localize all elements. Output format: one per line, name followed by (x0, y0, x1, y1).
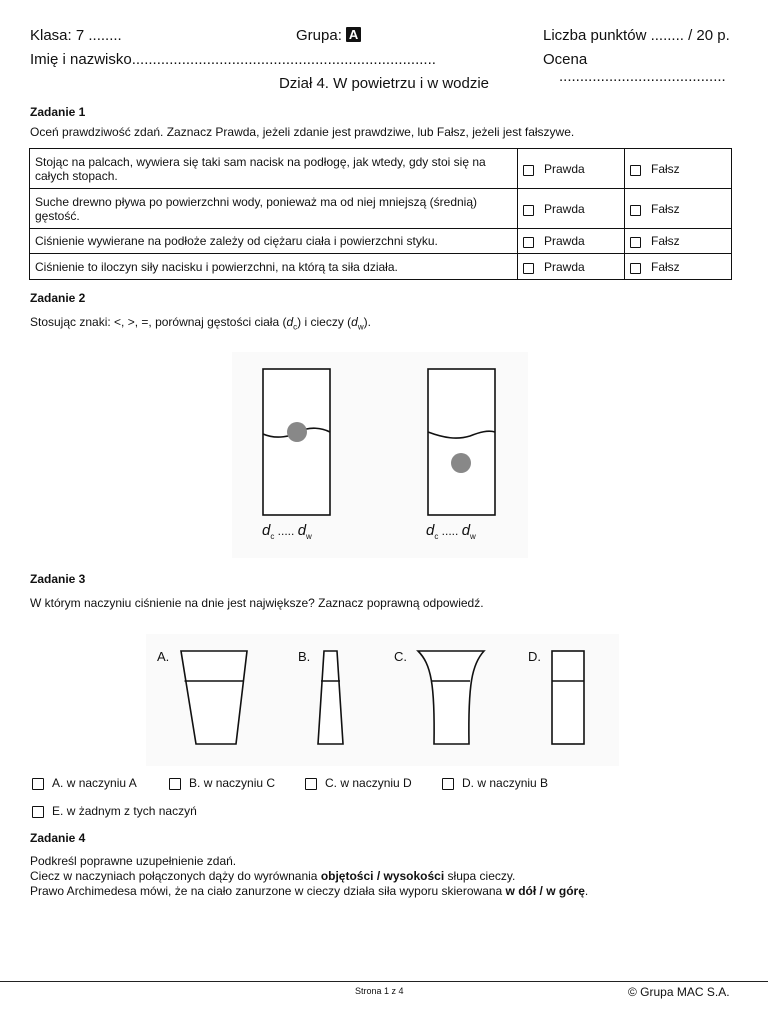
checkbox[interactable] (32, 778, 44, 790)
task2-instruction: Stosując znaki: <, >, =, porównaj gęstości ciała $(d_c)$ i cieczy $(d_w)$. (30, 315, 371, 332)
vessels-illustration (146, 634, 619, 766)
checkbox[interactable] (523, 263, 534, 274)
checkbox[interactable] (32, 806, 44, 818)
checkbox[interactable] (442, 778, 454, 790)
answer-option-a[interactable]: A. w naczyniu A (32, 776, 137, 790)
statement-4: Ciśnienie to iloczyn siły nacisku i powierzchni, na którą ta siła działa. (30, 254, 518, 280)
choice-down-up[interactable]: w dół / w górę (505, 884, 585, 898)
checkbox[interactable] (523, 165, 534, 176)
vessel-a (181, 651, 247, 744)
answer-option-c[interactable]: C. w naczyniu D (305, 776, 412, 790)
density-figure (232, 352, 528, 558)
false-option[interactable]: Fałsz (625, 254, 732, 280)
body-submerged (451, 453, 471, 473)
vessel-label-a: A. (157, 649, 170, 664)
class-field: Klasa: 7 ........ (30, 27, 122, 44)
task2-heading: Zadanie 2 (30, 291, 86, 305)
answer-option-d[interactable]: D. w naczyniu B (442, 776, 548, 790)
checkbox[interactable] (630, 205, 641, 216)
false-option[interactable]: Fałsz (625, 149, 732, 189)
group-field: Grupa: A (296, 27, 361, 44)
true-option[interactable]: Prawda (518, 149, 625, 189)
statement-2: Suche drewno pływa po powierzchni wody, ponieważ ma od niej mniejszą (średnią) gęstość. (30, 189, 518, 229)
task4-sentence-2: Prawo Archimedesa mówi, że na ciało zanurzone w cieczy działa siła wyporu skierowana w dół / w górę. (30, 884, 589, 898)
vessel-label-d: D. (528, 649, 541, 664)
vessel-label-b: B. (298, 649, 311, 664)
statement-3: Ciśnienie wywierane na podłoże zależy od ciężaru ciała i powierzchni styku. (30, 229, 518, 254)
page-title: Dział 4. W powietrzu i w wodzie (278, 75, 490, 92)
false-option[interactable]: Fałsz (625, 189, 732, 229)
task4-instruction: Podkreśl poprawne uzupełnienie zdań. (30, 854, 237, 868)
beaker-left (263, 369, 330, 515)
task4-body (30, 854, 588, 899)
choice-volume-height[interactable]: objętości / wysokości (320, 869, 445, 883)
vessel-label-c: C. (394, 649, 407, 664)
checkbox[interactable] (523, 237, 534, 248)
task4-sentence-1: Ciecz w naczyniach połączonych dąży do wyrównania objętości / wysokości słupa cieczy. (30, 869, 516, 883)
page-number: Strona 1 z 4 (355, 986, 404, 996)
true-option[interactable]: Prawda (518, 254, 625, 280)
checkbox[interactable] (630, 165, 641, 176)
grade-field: Ocena ........................................ (543, 51, 726, 85)
task1-heading: Zadanie 1 (30, 105, 86, 119)
table-row (30, 189, 732, 229)
group-badge: A (346, 27, 361, 42)
name-field: Imię i nazwisko......................................................................... (30, 51, 436, 68)
vessel-d (552, 651, 584, 744)
beaker-right (428, 369, 495, 515)
task3-heading: Zadanie 3 (30, 572, 86, 586)
vessel-c (418, 651, 484, 744)
vessel-b (318, 651, 343, 744)
answer-option-b[interactable]: B. w naczyniu C (169, 776, 275, 790)
task4-heading: Zadanie 4 (30, 831, 86, 845)
checkbox[interactable] (630, 263, 641, 274)
checkbox[interactable] (169, 778, 181, 790)
table-row (30, 254, 732, 280)
checkbox[interactable] (523, 205, 534, 216)
checkbox[interactable] (630, 237, 641, 248)
table-row (30, 149, 732, 189)
points-field: Liczba punktów ........ / 20 p. (543, 27, 730, 44)
true-false-table (29, 148, 732, 280)
false-option[interactable]: Fałsz (625, 229, 732, 254)
task3-instruction: W którym naczyniu ciśnienie na dnie jest największe? Zaznacz poprawną odpowiedź. (30, 596, 484, 610)
footer-divider (0, 981, 768, 982)
comparison-left: $d_c$ ..... $d_w$ (262, 522, 312, 541)
checkbox[interactable] (305, 778, 317, 790)
answer-option-e[interactable]: E. w żadnym z tych naczyń (32, 804, 197, 818)
body-floating (287, 422, 307, 442)
vessels-figure (146, 634, 619, 766)
statement-1: Stojąc na palcach, wywiera się taki sam nacisk na podłogę, jak wtedy, gdy stoi się na całych stopach. (30, 149, 518, 189)
comparison-right: $d_c$ ..... $d_w$ (426, 522, 476, 541)
true-option[interactable]: Prawda (518, 229, 625, 254)
task1-instruction: Oceń prawdziwość zdań. Zaznacz Prawda, jeżeli zdanie jest prawdziwe, lub Fałsz, jeżeli jest fałszywe. (30, 125, 575, 139)
true-option[interactable]: Prawda (518, 189, 625, 229)
table-row (30, 229, 732, 254)
copyright: © Grupa MAC S.A. (628, 985, 730, 999)
